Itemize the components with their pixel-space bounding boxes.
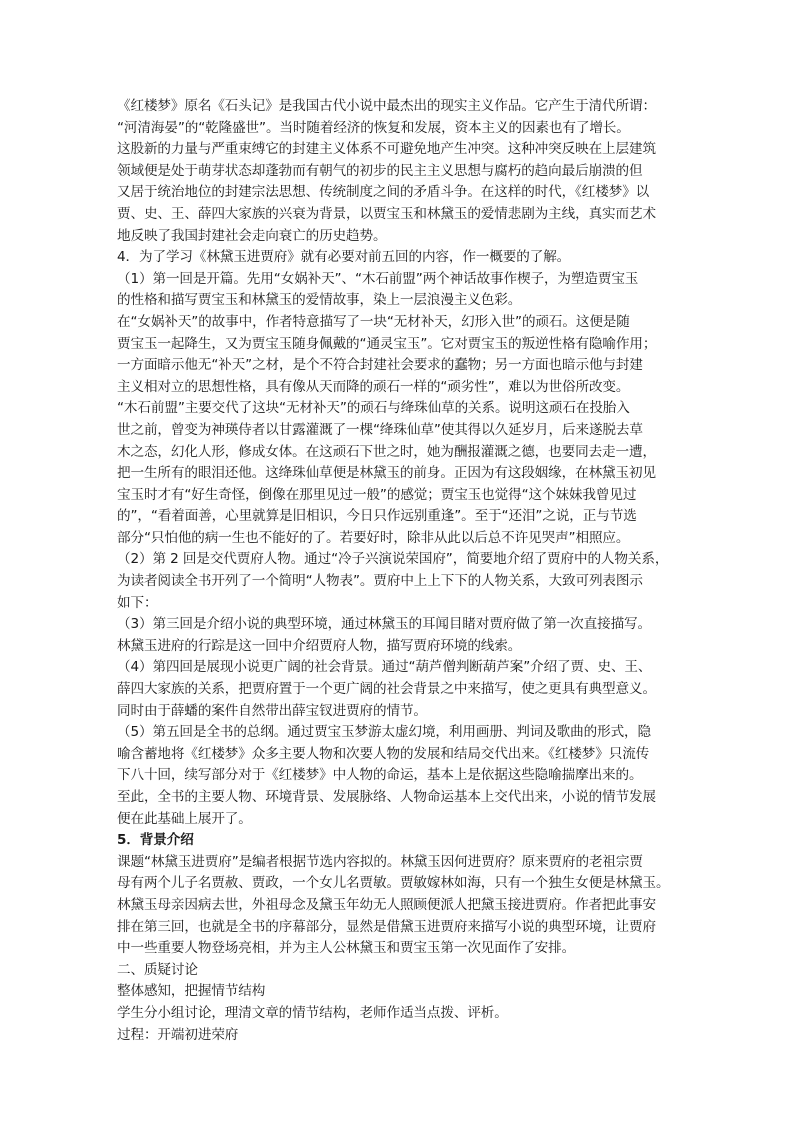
text-line: 又居于统治地位的封建宗法思想、传统制度之间的矛盾斗争。在这样的时代，《红楼梦》以 xyxy=(117,184,650,201)
text-line: 薛四大家族的关系，把贾府置于一个更广阔的社会背景之中来描写，使之更具有典型意义。 xyxy=(117,681,656,698)
text-line: 部分“只怕他的病一生也不能好的了。若要好时，除非从此以后总不许见哭声”相照应。 xyxy=(117,529,630,546)
text-line: 木之态，幻化人形，修成女体。在这顽石下世之时，她为酬报灌溉之德，也要同去走一遭， xyxy=(117,443,656,460)
text-line: 学生分小组讨论，理清文章的情节结构，老师作适当点拨、评析。 xyxy=(117,1004,508,1021)
text-line: （4）第四回是展现小说更广阔的社会背景。通过“葫芦僧判断葫芦案”介绍了贾、史、王、 xyxy=(117,659,652,676)
text-line: 一方面暗示他无“补天”之材，是个不符合封建社会要求的蠢物；另一方面也暗示他与封建 xyxy=(117,357,643,374)
text-line: 领域便是处于萌芽状态却蓬勃而有朝气的初步的民主主义思想与腐朽的趋向最后崩溃的但 xyxy=(117,162,643,179)
text-line: 宝玉时才有“好生奇怪，倒像在那里见过一般”的感觉；贾宝玉也觉得“这个妹妹我曾见过 xyxy=(117,486,637,503)
text-line: 二、质疑讨论 xyxy=(117,961,198,978)
text-line: 排在第三回，也就是全书的序幕部分，显然是借黛玉进贾府来描写小说的典型环境，让贾府 xyxy=(117,918,656,935)
text-line: “河清海晏”的“乾隆盛世”。当时随着经济的恢复和发展，资本主义的因素也有了增长。 xyxy=(117,119,630,136)
text-line: “木石前盟”主要交代了这块“无材补天”的顽石与绛珠仙草的关系。说明这顽石在投胎入 xyxy=(117,400,630,417)
text-line: 林黛玉母亲因病去世，外祖母念及黛玉年幼无人照顾便派人把黛玉接进贾府。作者把此事安 xyxy=(117,896,656,913)
text-line: 5．背景介绍 xyxy=(117,832,194,849)
text-line: （2）第 2 回是交代贾府人物。通过“冷子兴演说荣国府”，简要地介绍了贾府中的人物关系， xyxy=(117,551,669,568)
text-line: （3）第三回是介绍小说的典型环境，通过林黛玉的耳闻目睹对贾府做了第一次直接描写。 xyxy=(117,616,652,633)
text-line: 4．为了学习《林黛玉进贾府》就有必要对前五回的内容，作一概要的了解。 xyxy=(117,249,571,266)
text-line: 在“女娲补天”的故事中，作者特意描写了一块“无材补天，幻形入世”的顽石。这便是随 xyxy=(117,313,630,330)
text-line: 中一些重要人物登场亮相，并为主人公林黛玉和贾宝玉第一次见面作了安排。 xyxy=(117,940,576,957)
text-line: 整体感知，把握情节结构 xyxy=(117,983,266,1000)
text-line: 《红楼梦》原名《石头记》是我国古代小说中最杰出的现实主义作品。它产生于清代所谓： xyxy=(117,98,656,114)
text-line: 下八十回，续写部分对于《红楼梦》中人物的命运，基本上是依据这些隐喻揣摩出来的。 xyxy=(117,767,643,784)
text-line: 便在此基础上展开了。 xyxy=(117,810,252,827)
text-line: 地反映了我国封建社会走向衰亡的历史趋势。 xyxy=(117,227,387,244)
text-line: 的”，“看着面善，心里就算是旧相识，今日只作远别重逢”。至于“还泪”之说，正与节选 xyxy=(117,508,637,525)
text-line: 同时由于薛蟠的案件自然带出薛宝钗进贾府的情节。 xyxy=(117,702,427,719)
text-line: 贾、史、王、薛四大家族的兴衰为背景，以贾宝玉和林黛玉的爱情悲剧为主线，真实而艺术 xyxy=(117,205,656,222)
text-line: 母有两个儿子名贾赦、贾政，一个女儿名贾敏。贾敏嫁林如海，只有一个独生女便是林黛玉。 xyxy=(117,875,670,892)
text-line: （1）第一回是开篇。先用“女娲补天”、“木石前盟”两个神话故事作楔子，为塑造贾宝玉 xyxy=(117,270,639,287)
text-line: 主义相对立的思想性格，具有像从天而降的顽石一样的“顽劣性”，难以为世俗所改变。 xyxy=(117,378,630,395)
text-line: 的性格和描写贾宝玉和林黛玉的爱情故事，染上一层浪漫主义色彩。 xyxy=(117,292,522,309)
text-line: 把一生所有的眼泪还他。这绛珠仙草便是林黛玉的前身。正因为有这段姻缘，在林黛玉初见 xyxy=(117,465,656,482)
text-line: 过程：开端初进荣府 xyxy=(117,1026,239,1043)
text-line: （5）第五回是全书的总纲。通过贾宝玉梦游太虚幻境，利用画册、判词及歌曲的形式，隐 xyxy=(117,724,652,741)
text-line: 如下： xyxy=(117,594,158,611)
text-line: 贾宝玉一起降生，又为贾宝玉随身佩戴的“通灵宝玉”。它对贾宝玉的叛逆性格有隐喻作用； xyxy=(117,335,657,352)
text-line: 这股新的力量与严重束缚它的封建主义体系不可避免地产生冲突。这种冲突反映在上层建筑 xyxy=(117,141,656,158)
text-line: 课题“林黛玉进贾府”是编者根据节选内容拟的。林黛玉因何进贾府？原来贾府的老祖宗贾 xyxy=(117,853,643,870)
document-body xyxy=(117,96,679,1046)
text-line: 喻含蓄地将《红楼梦》众多主要人物和次要人物的发展和结局交代出来。《红楼梦》只流传 xyxy=(117,745,650,762)
text-line: 林黛玉进府的行踪是这一回中介绍贾府人物，描写贾府环境的线索。 xyxy=(117,637,522,654)
text-line: 至此，全书的主要人物、环境背景、发展脉络、人物命运基本上交代出来，小说的情节发展 xyxy=(117,789,656,805)
text-line: 世之前，曾变为神瑛侍者以甘露灌溉了一棵“绛珠仙草”使其得以久延岁月，后来遂脱去草 xyxy=(117,421,643,438)
text-line: 为读者阅读全书开列了一个简明“人物表”。贾府中上上下下的人物关系，大致可列表图示 xyxy=(117,573,643,590)
